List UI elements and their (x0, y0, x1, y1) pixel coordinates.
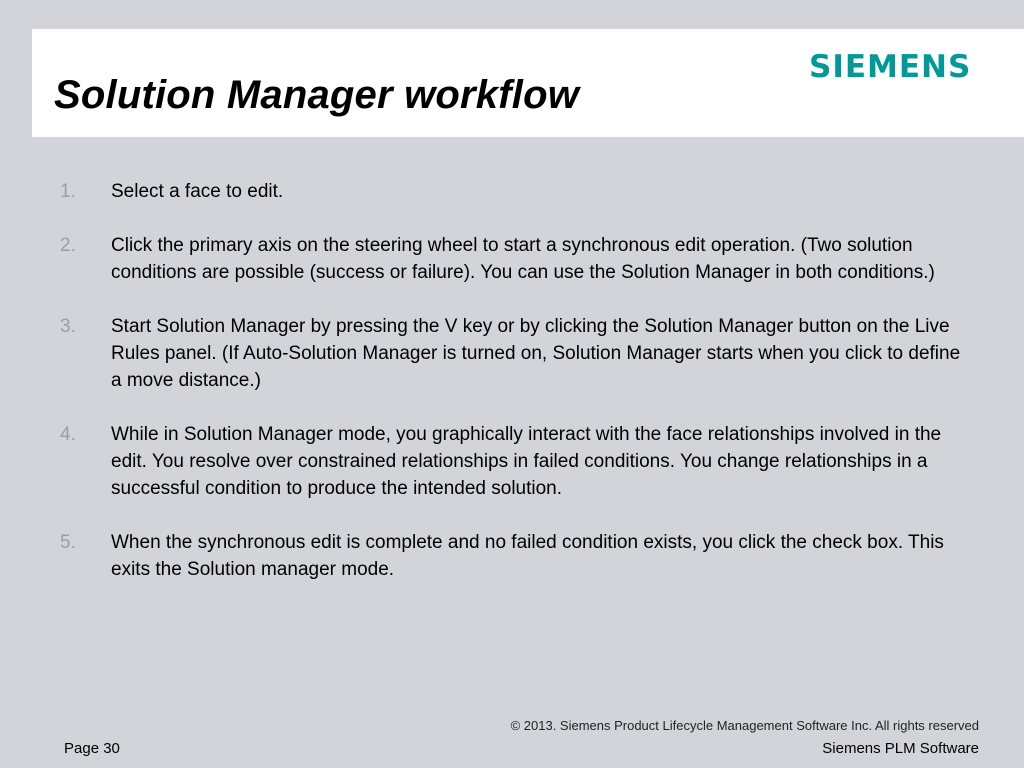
copyright-notice: © 2013. Siemens Product Lifecycle Management Software Inc. All rights reserved (510, 718, 979, 733)
workflow-step-3 (0, 313, 1024, 394)
step-number: 3. (60, 316, 76, 337)
workflow-step-1 (0, 178, 1024, 205)
slide-header (32, 29, 1024, 137)
slide-title: Solution Manager workflow (54, 73, 580, 117)
step-number: 1. (60, 181, 76, 202)
step-text: Click the primary axis on the steering wheel to start a synchronous edit operation. (Two solution conditions are possible (success or failure). You can use the Solution Manager in both conditions.) (111, 235, 935, 283)
step-number: 5. (60, 532, 76, 553)
step-text: Select a face to edit. (111, 181, 284, 202)
workflow-steps-list (0, 178, 1024, 610)
workflow-step-2 (0, 232, 1024, 286)
siemens-logo: SIEMENS (809, 49, 972, 85)
page-number: Page 30 (64, 740, 120, 757)
workflow-step-5 (0, 529, 1024, 583)
step-text: While in Solution Manager mode, you graphically interact with the face relationships involved in the edit. You resolve over constrained relationships in failed conditions. You change relationships in a successful condition to produce the intended solution. (111, 424, 942, 499)
step-text: Start Solution Manager by pressing the V key or by clicking the Solution Manager button on the Live Rules panel. (If Auto-Solution Manager is turned on, Solution Manager starts when you click to define a move distance.) (111, 316, 961, 391)
workflow-step-4 (0, 421, 1024, 502)
step-number: 2. (60, 235, 76, 256)
step-number: 4. (60, 424, 76, 445)
company-name: Siemens PLM Software (822, 740, 979, 757)
step-text: When the synchronous edit is complete and no failed condition exists, you click the check box. This exits the Solution manager mode. (111, 532, 944, 580)
